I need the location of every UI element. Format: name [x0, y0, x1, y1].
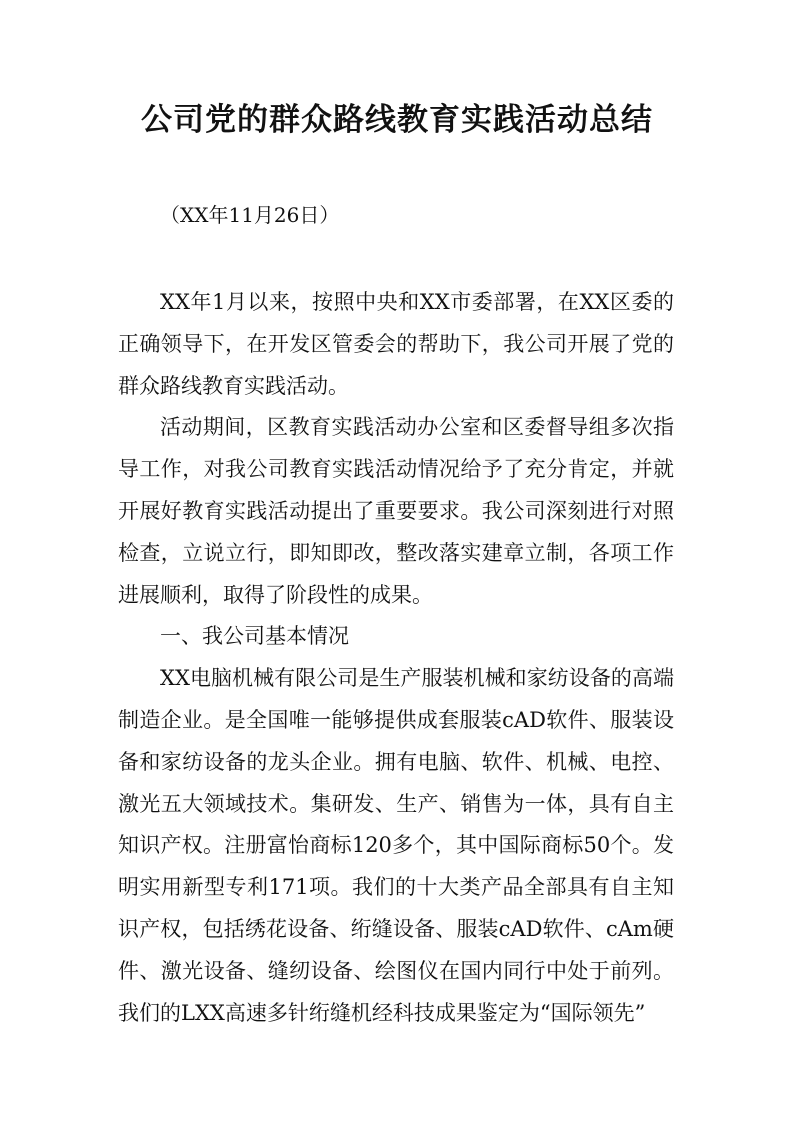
paragraph: XX年1月以来，按照中央和XX市委部署，在XX区委的正确领导下，在开发区管委会的帮助下，我公司开展了党的群众路线教育实践活动。	[118, 290, 674, 398]
document-title: 公司党的群众路线教育实践活动总结	[141, 102, 653, 138]
section-heading: 一、我公司基本情况	[160, 624, 349, 649]
paragraph: XX电脑机械有限公司是生产服装机械和家纺设备的高端制造企业。是全国唯一能够提供成套服装cAD软件、服装设备和家纺设备的龙头企业。拥有电脑、软件、机械、电控、激光五大领域技术。集研发、生产、销售为一体，具有自主知识产权。注册富怡商标120多个，其中国际商标50个。发明实用新型专利171项。我们的十大类产品全部具有自主知识产权，包括绣花设备、绗缝设备、服装cAD软件、cAm硬件、激光设备、缝纫设备、绘图仪在国内同行中处于前列。我们的LXX高速多针绗缝机经科技成果鉴定为“国际领先”	[118, 666, 674, 1025]
document-date: （XX年11月26日）	[160, 203, 340, 227]
paragraph: 活动期间，区教育实践活动办公室和区委督导组多次指导工作，对我公司教育实践活动情况给予了充分肯定，并就开展好教育实践活动提出了重要要求。我公司深刻进行对照检查，立说立行，即知即改，整改落实建章立制，各项工作进展顺利，取得了阶段性的成果。	[118, 415, 674, 607]
document-body	[118, 282, 674, 1034]
